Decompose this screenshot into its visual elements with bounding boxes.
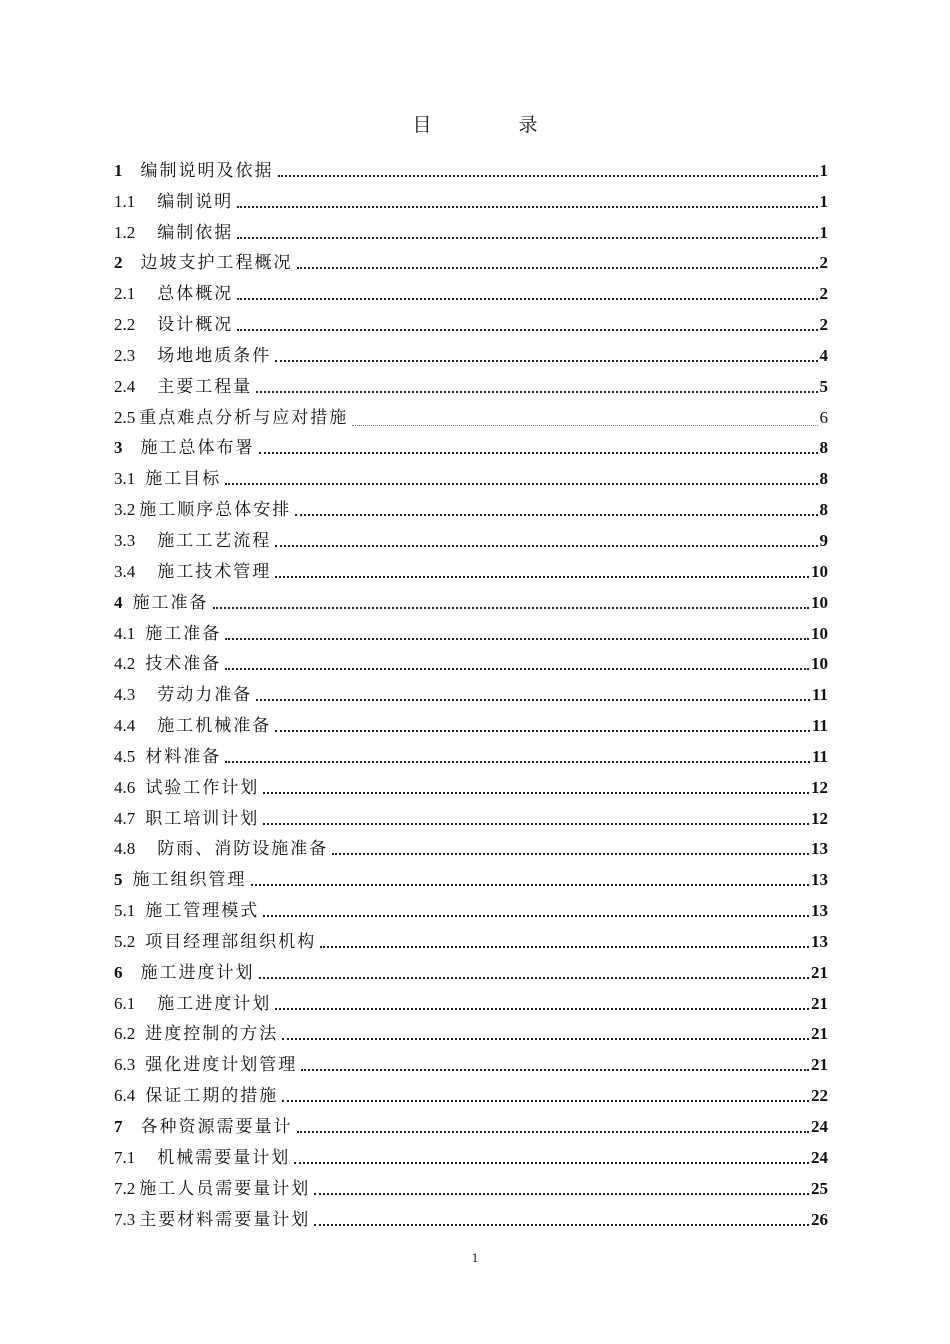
toc-entry[interactable] bbox=[114, 304, 828, 335]
toc-dot-leader bbox=[259, 977, 810, 979]
toc-entry[interactable] bbox=[114, 1199, 828, 1230]
toc-dot-leader bbox=[256, 391, 817, 393]
toc-entry-title: 职工培训计划 bbox=[145, 808, 260, 829]
toc-dot-leader bbox=[256, 699, 810, 701]
toc-entry-number: 5.2 bbox=[114, 931, 136, 951]
toc-dot-leader bbox=[213, 607, 810, 609]
toc-dot-leader bbox=[237, 298, 817, 300]
toc-entry[interactable] bbox=[114, 582, 828, 613]
toc-entry-title: 施工顺序总体安排 bbox=[139, 500, 292, 521]
toc-entry-page: 2 bbox=[819, 253, 828, 273]
toc-entry-page: 13 bbox=[811, 931, 828, 951]
toc-dot-leader bbox=[320, 946, 809, 948]
toc-entry-title: 施工准备 bbox=[132, 592, 209, 613]
toc-entry-title: 劳动力准备 bbox=[157, 685, 253, 706]
toc-entry-number: 4.5 bbox=[114, 746, 136, 766]
toc-entry[interactable] bbox=[114, 1075, 828, 1106]
toc-entry[interactable] bbox=[114, 767, 828, 798]
toc-entry-title: 施工人员需要量计划 bbox=[139, 1178, 311, 1199]
toc-entry-number: 3.3 bbox=[114, 530, 136, 550]
toc-entry-title: 施工工艺流程 bbox=[157, 530, 272, 551]
toc-entry[interactable] bbox=[114, 1137, 828, 1168]
toc-entry-page: 21 bbox=[811, 1024, 828, 1044]
toc-entry-title: 进度控制的方法 bbox=[145, 1024, 279, 1045]
toc-entry-page: 25 bbox=[811, 1178, 828, 1198]
toc-entry-title: 施工组织管理 bbox=[132, 870, 247, 891]
toc-entry-number: 2.5 bbox=[114, 407, 136, 427]
toc-entry-page: 21 bbox=[811, 1055, 828, 1075]
toc-entry-number: 6 bbox=[114, 962, 123, 982]
toc-entry-number: 1.1 bbox=[114, 191, 136, 211]
toc-entry-page: 13 bbox=[811, 901, 828, 921]
toc-entry-page: 24 bbox=[811, 1147, 828, 1167]
toc-entry[interactable] bbox=[114, 890, 828, 921]
toc-entry-page: 21 bbox=[811, 993, 828, 1013]
toc-entry-number: 6.1 bbox=[114, 993, 136, 1013]
toc-entry-page: 13 bbox=[811, 870, 828, 890]
toc-entry[interactable] bbox=[114, 736, 828, 767]
toc-entry-page: 12 bbox=[811, 777, 828, 797]
toc-entry-title: 场地地质条件 bbox=[157, 345, 272, 366]
toc-dot-leader bbox=[225, 761, 810, 763]
toc-entry-page: 4 bbox=[819, 345, 828, 365]
toc-entry-page: 1 bbox=[819, 191, 828, 211]
toc-dot-leader bbox=[263, 792, 809, 794]
toc-entry-title: 施工准备 bbox=[145, 623, 222, 644]
toc-entry-page: 26 bbox=[811, 1209, 828, 1229]
toc-entry-page: 1 bbox=[819, 160, 828, 180]
toc-entry-number: 4.6 bbox=[114, 777, 136, 797]
toc-dot-leader bbox=[314, 1224, 809, 1226]
toc-entry[interactable] bbox=[114, 273, 828, 304]
toc-entry-page: 10 bbox=[811, 592, 828, 612]
toc-entry-title: 施工技术管理 bbox=[157, 561, 272, 582]
toc-entry-page: 8 bbox=[819, 500, 828, 520]
toc-dot-leader bbox=[237, 206, 817, 208]
toc-entry-page: 8 bbox=[819, 469, 828, 489]
toc-dot-leader bbox=[263, 915, 809, 917]
toc-entry-title: 编制说明 bbox=[157, 191, 234, 212]
toc-entry-title: 保证工期的措施 bbox=[145, 1086, 279, 1107]
toc-entry-number: 3 bbox=[114, 438, 123, 458]
toc-entry[interactable] bbox=[114, 150, 828, 181]
toc-dot-leader bbox=[295, 514, 817, 516]
toc-entry-title: 技术准备 bbox=[145, 654, 222, 675]
toc-dot-leader bbox=[278, 175, 818, 177]
toc-entry[interactable] bbox=[114, 1168, 828, 1199]
toc-dot-leader bbox=[297, 267, 818, 269]
toc-entry[interactable] bbox=[114, 243, 828, 274]
toc-dot-leader bbox=[263, 823, 809, 825]
toc-entry-title: 试验工作计划 bbox=[145, 777, 260, 798]
toc-entry-title: 主要材料需要量计划 bbox=[139, 1209, 311, 1230]
toc-entry-title: 施工进度计划 bbox=[157, 993, 272, 1014]
toc-entry[interactable] bbox=[114, 366, 828, 397]
toc-entry[interactable] bbox=[114, 983, 828, 1014]
toc-entry-page: 11 bbox=[811, 716, 828, 736]
toc-entry-page: 10 bbox=[811, 561, 828, 581]
toc-entry[interactable] bbox=[114, 798, 828, 829]
toc-dot-leader bbox=[225, 638, 809, 640]
toc-entry-title: 施工总体布署 bbox=[140, 438, 255, 459]
toc-entry-title: 各种资源需要量计 bbox=[140, 1117, 293, 1137]
toc-entry-number: 2.2 bbox=[114, 315, 136, 335]
toc-entry-number: 4.3 bbox=[114, 685, 136, 705]
toc-dot-leader bbox=[275, 1008, 809, 1010]
toc-entry-number: 2.3 bbox=[114, 345, 136, 365]
toc-entry[interactable] bbox=[114, 520, 828, 551]
toc-entry-number: 1 bbox=[114, 160, 123, 180]
toc-entry[interactable] bbox=[114, 1044, 828, 1075]
toc-entry-number: 2.4 bbox=[114, 376, 136, 396]
toc-dot-leader bbox=[259, 452, 818, 454]
toc-entry-number: 3.2 bbox=[114, 500, 136, 520]
toc-entry[interactable] bbox=[114, 952, 828, 983]
toc-entry-title: 强化进度计划管理 bbox=[145, 1055, 298, 1076]
toc-entry-title: 设计概况 bbox=[157, 315, 234, 336]
toc-entry-page: 9 bbox=[819, 530, 828, 550]
toc-entry[interactable] bbox=[114, 458, 828, 489]
toc-entry-page: 11 bbox=[811, 685, 828, 705]
toc-entry-page: 21 bbox=[811, 962, 828, 982]
toc-dot-leader bbox=[332, 853, 809, 855]
toc-entry-number: 6.3 bbox=[114, 1055, 136, 1075]
toc-entry-title: 机械需要量计划 bbox=[157, 1147, 291, 1168]
toc-entry-page: 22 bbox=[811, 1086, 828, 1106]
toc-entry-page: 2 bbox=[819, 315, 828, 335]
toc-entry[interactable] bbox=[114, 829, 828, 860]
toc-entry[interactable] bbox=[114, 397, 828, 428]
toc-entry-page: 5 bbox=[819, 376, 828, 396]
toc-entry-title: 编制说明及依据 bbox=[140, 160, 274, 181]
toc-dot-leader bbox=[275, 730, 810, 732]
toc-entry-number: 5 bbox=[114, 870, 123, 890]
toc-entry-number: 4 bbox=[114, 592, 123, 612]
toc-entry-number: 4.4 bbox=[114, 716, 136, 736]
toc-dot-leader bbox=[251, 884, 810, 886]
toc-entry[interactable] bbox=[114, 921, 828, 952]
footer-page-number: 1 bbox=[471, 1250, 479, 1265]
toc-entry-number: 7.3 bbox=[114, 1209, 136, 1229]
toc-dot-leader bbox=[225, 668, 809, 670]
toc-entry-number: 4.7 bbox=[114, 808, 136, 828]
toc-entry-page: 6 bbox=[819, 407, 828, 427]
toc-dot-leader bbox=[275, 360, 817, 362]
toc-entry-page: 13 bbox=[811, 839, 828, 859]
toc-entry-page: 10 bbox=[811, 654, 828, 674]
toc-entry-number: 3.1 bbox=[114, 469, 136, 489]
toc-entry-number: 4.1 bbox=[114, 623, 136, 643]
toc-entry-number: 6.2 bbox=[114, 1024, 136, 1044]
toc-entry-number: 7.1 bbox=[114, 1147, 136, 1167]
toc-entry-number: 2.1 bbox=[114, 284, 136, 304]
toc-entry[interactable] bbox=[114, 1014, 828, 1045]
toc-entry-title: 施工目标 bbox=[145, 469, 222, 490]
toc-entry-title: 总体概况 bbox=[157, 284, 234, 305]
toc-entry[interactable] bbox=[114, 335, 828, 366]
toc-entry-title: 重点难点分析与应对措施 bbox=[139, 407, 349, 428]
toc-entry-title: 材料准备 bbox=[145, 746, 222, 767]
toc-dot-leader bbox=[314, 1193, 809, 1195]
toc-entry-title: 施工机械准备 bbox=[157, 716, 272, 737]
toc-entry[interactable] bbox=[114, 551, 828, 582]
toc-dot-leader bbox=[237, 329, 817, 331]
table-of-contents bbox=[114, 150, 828, 1230]
toc-entry[interactable] bbox=[114, 613, 828, 644]
toc-entry-number: 3.4 bbox=[114, 561, 136, 581]
toc-entry[interactable] bbox=[114, 212, 828, 243]
toc-entry-page: 12 bbox=[811, 808, 828, 828]
toc-entry-number: 5.1 bbox=[114, 901, 136, 921]
toc-entry-number: 7 bbox=[114, 1117, 123, 1136]
toc-entry[interactable] bbox=[114, 181, 828, 212]
toc-entry[interactable] bbox=[114, 674, 828, 705]
toc-entry[interactable] bbox=[114, 859, 828, 890]
toc-entry-title: 编制依据 bbox=[157, 222, 234, 243]
toc-dot-leader bbox=[237, 237, 817, 239]
toc-entry-page: 10 bbox=[811, 623, 828, 643]
toc-entry[interactable] bbox=[114, 705, 828, 736]
toc-entry-title: 施工管理模式 bbox=[145, 901, 260, 922]
toc-dot-leader bbox=[352, 425, 817, 426]
toc-entry-title: 项目经理部组织机构 bbox=[145, 931, 317, 952]
toc-entry[interactable] bbox=[114, 644, 828, 675]
toc-entry[interactable] bbox=[114, 1106, 828, 1137]
toc-dot-leader bbox=[282, 1038, 809, 1040]
toc-entry-number: 6.4 bbox=[114, 1086, 136, 1106]
toc-entry-page: 1 bbox=[819, 222, 828, 242]
toc-dot-leader bbox=[275, 576, 809, 578]
toc-entry[interactable] bbox=[114, 428, 828, 459]
toc-entry-page: 11 bbox=[811, 746, 828, 766]
toc-dot-leader bbox=[301, 1069, 809, 1071]
toc-entry-page: 24 bbox=[811, 1117, 828, 1136]
toc-dot-leader bbox=[225, 483, 817, 485]
toc-entry-page: 2 bbox=[819, 284, 828, 304]
toc-entry-number: 2 bbox=[114, 253, 123, 273]
toc-entry-number: 7.2 bbox=[114, 1178, 136, 1198]
toc-entry-number: 4.2 bbox=[114, 654, 136, 674]
toc-dot-leader bbox=[275, 545, 817, 547]
toc-entry-number: 4.8 bbox=[114, 839, 136, 859]
toc-entry[interactable] bbox=[114, 489, 828, 520]
toc-entry-title: 施工进度计划 bbox=[140, 962, 255, 983]
toc-entry-title: 防雨、消防设施准备 bbox=[157, 839, 329, 860]
toc-entry-number: 1.2 bbox=[114, 222, 136, 242]
toc-entry-title: 边坡支护工程概况 bbox=[140, 253, 293, 274]
toc-dot-leader bbox=[297, 1131, 810, 1133]
toc-entry-title: 主要工程量 bbox=[157, 376, 253, 397]
toc-dot-leader bbox=[282, 1100, 809, 1102]
toc-title: 目 录 bbox=[412, 114, 572, 136]
toc-entry-page: 8 bbox=[819, 438, 828, 458]
toc-dot-leader bbox=[294, 1162, 809, 1164]
